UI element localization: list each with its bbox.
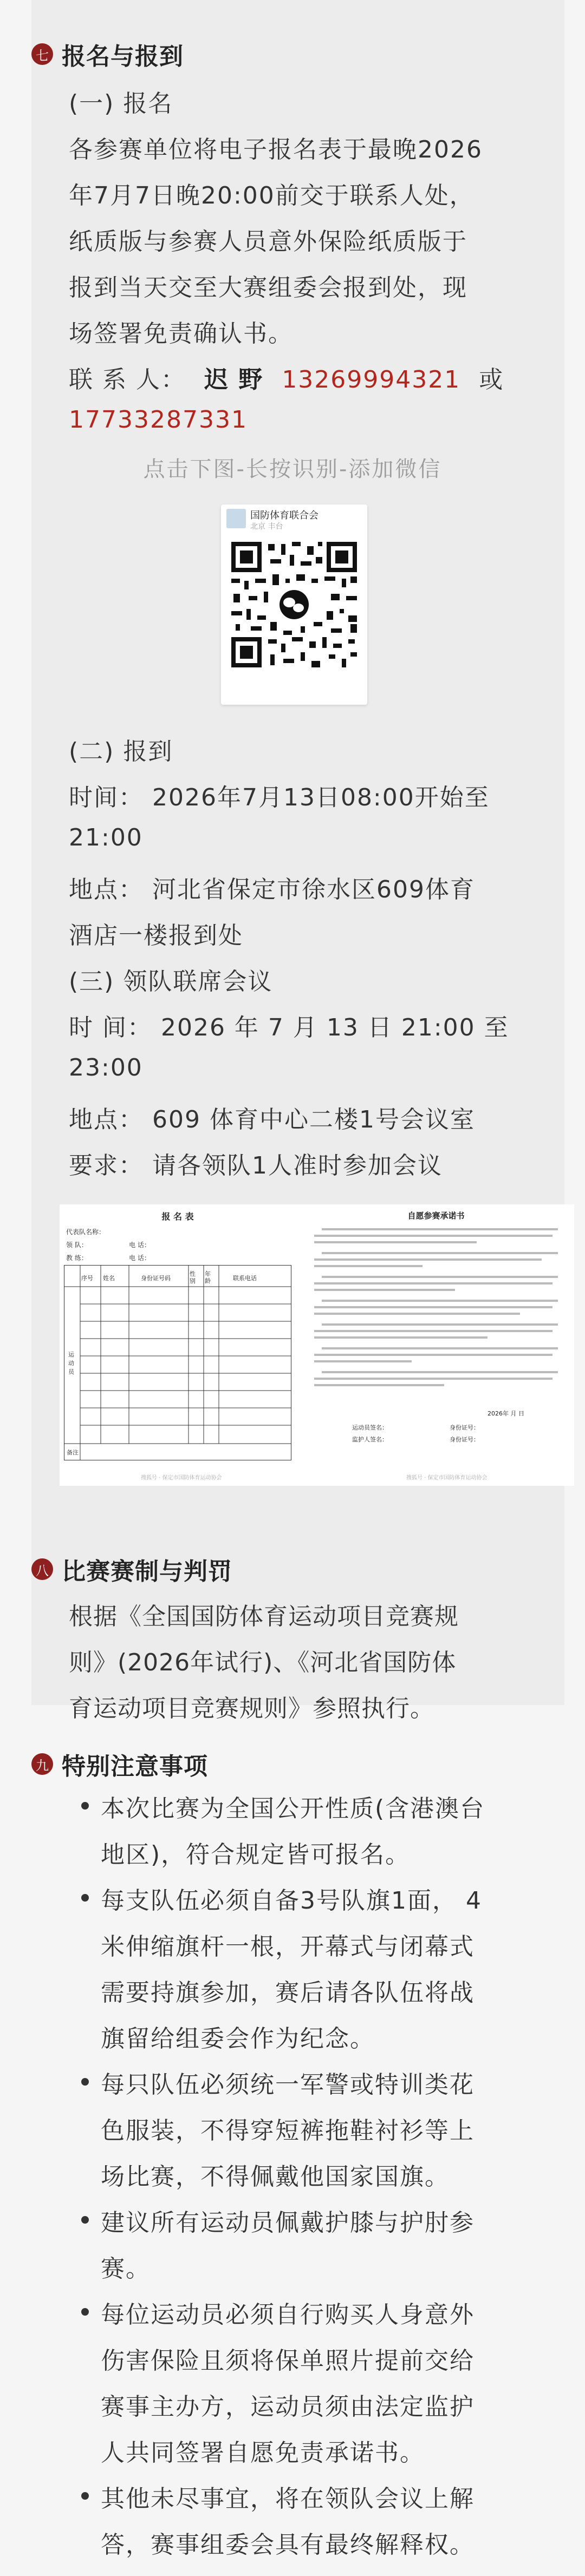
section-number-badge: 八 <box>31 1558 53 1580</box>
subheading-meeting: (三) 领队联席会议 <box>69 968 273 995</box>
section-number-badge: 七 <box>31 43 53 65</box>
section-9-header <box>31 1747 208 1781</box>
section-title: 比赛赛制与判罚 <box>62 1558 232 1585</box>
paragraph-line: 纸质版与参赛人员意外保险纸质版于 <box>69 228 467 255</box>
checkin-line: 时间： 2026年7月13日08:00开始至 <box>69 784 490 811</box>
table-header: 联系电话 <box>233 1275 257 1282</box>
bullet-line: 每支队伍必须自备3号队旗1面， 4 <box>101 1887 482 1915</box>
bullet-line: 赛。 <box>101 2255 151 2283</box>
pledge-text-lines <box>314 1226 563 1405</box>
bullet-line: 答，赛事组委会具有最终解释权。 <box>101 2531 474 2559</box>
qr-hint: 点击下图-长按识别-添加微信 <box>143 457 442 482</box>
meeting-line: 地点： 609 体育中心二楼1号会议室 <box>69 1106 475 1133</box>
bullet-line: 米伸缩旗杆一根，开幕式与闭幕式 <box>101 1933 474 1961</box>
form-date: 2026年 月 日 <box>487 1410 524 1417</box>
checkin-line: 21:00 <box>69 824 143 851</box>
contact-label: 联 系 人： <box>69 366 186 394</box>
phone-link[interactable]: 13269994321 <box>282 366 461 394</box>
subheading-checkin: (二) 报到 <box>69 738 173 765</box>
table-header: 年龄 <box>205 1270 211 1284</box>
bullet-icon <box>81 1894 89 1902</box>
table-side-label: 备注 <box>67 1449 79 1456</box>
table-header: 性别 <box>190 1270 196 1284</box>
paragraph-line: 根据《全国国防体育运动项目竞赛规 <box>69 1603 459 1630</box>
paragraph-line: 年7月7日晚20:00前交于联系人处， <box>69 182 474 209</box>
signature-field: 运动员签名： <box>352 1424 388 1431</box>
bullet-line: 色服装，不得穿短裤拖鞋衬衫等上 <box>101 2117 474 2145</box>
bullet-line: 其他未尽事宜，将在领队会议上解 <box>101 2485 474 2513</box>
table-header: 姓名 <box>103 1275 115 1282</box>
bullet-icon <box>81 1802 89 1810</box>
subheading-registration: (一) 报名 <box>69 90 173 117</box>
signature-field: 监护人签名： <box>352 1436 388 1443</box>
bullet-icon <box>81 2078 89 2086</box>
contact-line <box>69 360 504 395</box>
id-field: 身份证号： <box>450 1424 479 1431</box>
form-field: 教 练： 电 话： <box>66 1254 151 1262</box>
bullet-line: 每位运动员必须自行购买人身意外 <box>101 2301 474 2329</box>
paragraph-line: 则》(2026年试行)、《河北省国防体 <box>69 1649 457 1676</box>
bullet-line: 伤害保险且须将保单照片提前交给 <box>101 2347 474 2375</box>
form-table <box>64 1265 291 1482</box>
bullet-line: 建议所有运动员佩戴护膝与护肘参 <box>101 2209 474 2237</box>
checkin-line: 酒店一楼报到处 <box>69 922 243 949</box>
qr-org-name: 国防体育联合会 <box>250 510 318 521</box>
qr-org-location: 北京 丰台 <box>250 522 283 531</box>
meeting-line: 23:00 <box>69 1054 143 1081</box>
form-title: 自愿参赛承诺书 <box>407 1211 465 1221</box>
section-number-badge: 九 <box>31 1753 53 1775</box>
section-8-header <box>31 1552 232 1587</box>
section-title: 报名与报到 <box>62 43 184 70</box>
paragraph-line: 各参赛单位将电子报名表于最晚2026 <box>69 136 483 163</box>
meeting-line: 时 间： 2026 年 7 月 13 日 21:00 至 <box>69 1014 509 1041</box>
bullet-line: 场比赛，不得佩戴他国家国旗。 <box>101 2163 450 2191</box>
contact-name: 迟 野 <box>204 366 264 394</box>
table-side-label: 运动员 <box>68 1351 74 1375</box>
bullet-icon <box>81 2492 89 2500</box>
bullet-icon <box>81 2308 89 2316</box>
bullet-icon <box>81 2216 89 2224</box>
section-title: 特别注意事项 <box>62 1753 208 1780</box>
bullet-line: 旗留给组委会作为纪念。 <box>101 2025 375 2053</box>
paragraph-line: 育运动项目竞赛规则》参照执行。 <box>69 1695 434 1722</box>
registration-form-image[interactable] <box>60 1204 574 1486</box>
paragraph-line: 报到当天交至大赛组委会报到处，现 <box>69 274 467 301</box>
phone-link[interactable]: 17733287331 <box>69 406 248 434</box>
meeting-line: 要求： 请各领队1人准时参加会议 <box>69 1152 443 1179</box>
bullet-line: 每只队伍必须统一军警或特训类花 <box>101 2071 474 2099</box>
form-field: 代表队名称： <box>66 1228 106 1236</box>
table-header: 序号 <box>81 1275 93 1282</box>
watermark: 搜狐号 · 保定市国防体育运动协会 <box>141 1475 222 1481</box>
or-text: 或 <box>479 366 504 394</box>
paragraph-line: 场签署免责确认书。 <box>69 320 293 348</box>
qr-code-icon <box>229 540 359 670</box>
org-logo <box>226 509 246 528</box>
bullet-line: 需要持旗参加，赛后请各队伍将战 <box>101 1979 474 2007</box>
section-7-header <box>31 37 184 71</box>
watermark: 搜狐号 · 保定市国防体育运动协会 <box>406 1475 487 1481</box>
bullet-line: 赛事主办方，运动员须由法定监护 <box>101 2393 474 2421</box>
table-header: 身份证号码 <box>141 1275 171 1282</box>
bullet-line: 人共同签署自愿免责承诺书。 <box>101 2439 425 2467</box>
form-title: 报 名 表 <box>161 1211 194 1222</box>
form-field: 领 队： 电 话： <box>66 1241 151 1249</box>
bullet-line: 本次比赛为全国公开性质(含港澳台 <box>101 1795 485 1823</box>
id-field: 身份证号： <box>450 1436 479 1443</box>
wechat-qr-card[interactable] <box>221 504 367 705</box>
bullet-line: 地区)，符合规定皆可报名。 <box>101 1841 411 1869</box>
checkin-line: 地点： 河北省保定市徐水区609体育 <box>69 876 475 903</box>
